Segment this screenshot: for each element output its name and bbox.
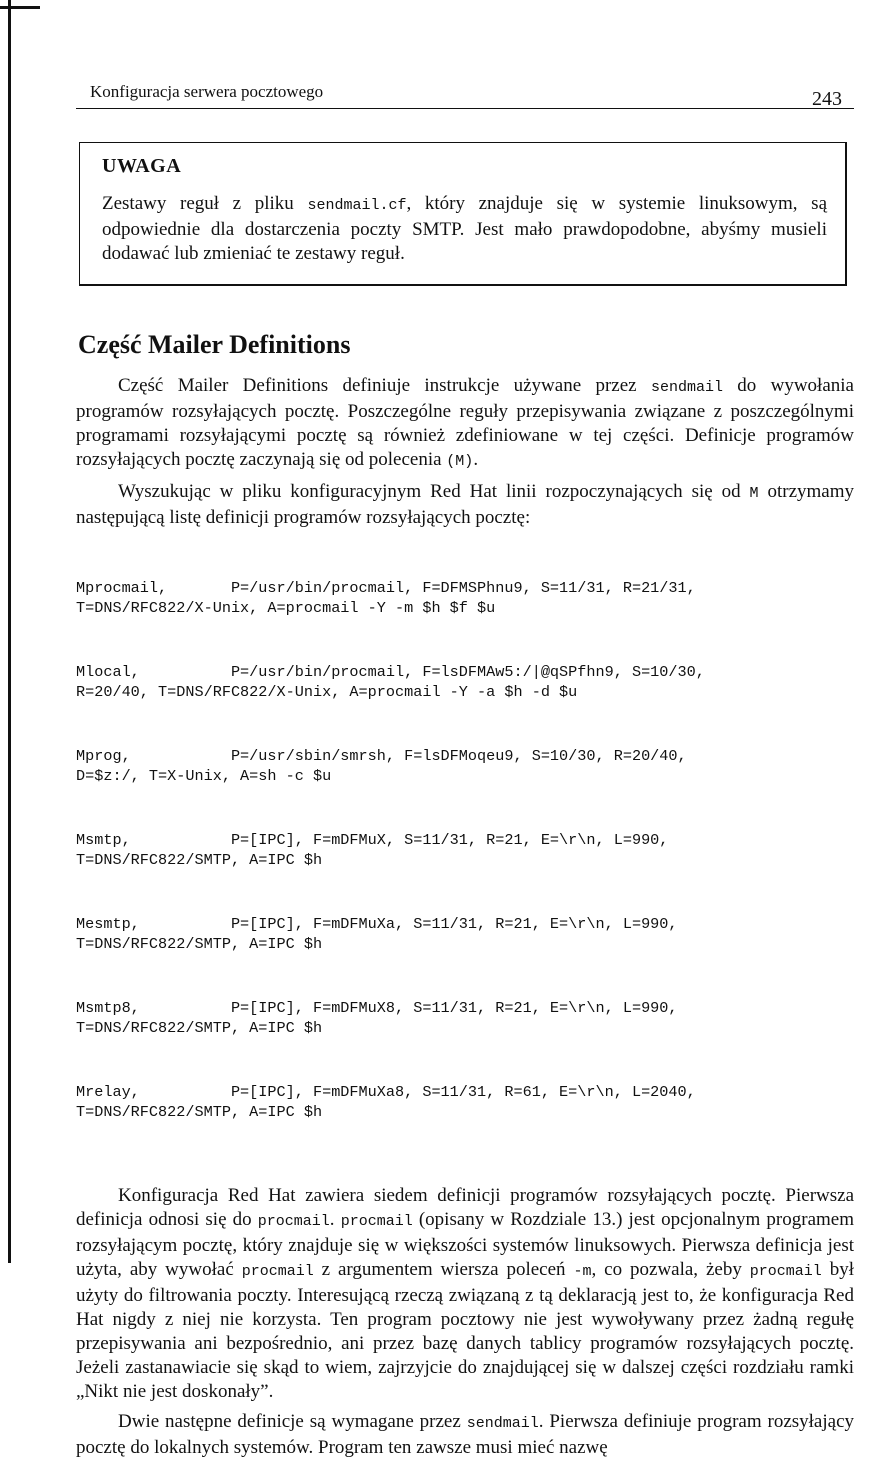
mailer-line-1: Msmtp8, P=[IPC], F=mDFMuX8, S=11/31, R=21, E=\r\n, L=990, [76,999,678,1017]
crop-mark-horizontal [0,6,40,9]
mailer-line-2: R=20/40, T=DNS/RFC822/X-Unix, A=procmail -Y -a $h -d $u [76,683,578,701]
running-head [76,78,854,109]
mailer-entry [76,1082,854,1122]
note-text-a: Zestawy reguł z pliku [102,193,308,214]
mailer-line-2: T=DNS/RFC822/SMTP, A=IPC $h [76,935,323,953]
para3-text-d: z argumentem wiersza poleceń [313,1259,574,1280]
para3-code-5: procmail [749,1263,822,1280]
crop-mark-vertical [8,0,11,1263]
para1-code: sendmail [650,379,723,396]
section-heading: Część Mailer Definitions [78,330,351,359]
mailer-line-1: Mprocmail, P=/usr/bin/procmail, F=DFMSPhnu9, S=11/31, R=21/31, [76,579,696,597]
running-head-title: Konfiguracja serwera pocztowego [90,82,324,101]
para2-code: M [749,485,759,502]
mailer-line-2: T=DNS/RFC822/X-Unix, A=procmail -Y -m $h $f $u [76,599,496,617]
mailer-line-1: Mesmtp, P=[IPC], F=mDFMuXa, S=11/31, R=21, E=\r\n, L=990, [76,915,678,933]
note-text [102,192,827,266]
para3-code-2: procmail [340,1213,413,1230]
note-text-b: , który znajduje się w systemie linuksowym, są odpowiednie dla dostarczenia poczty SMTP. Jest mało prawdopodobne, abyśmy musieli dodawać lub zmieniać te zestawy reguł. [102,193,827,264]
para2-text-a: Wyszukując w pliku konfiguracyjnym Red Hat linii rozpoczynających się od [118,481,750,502]
para3-text-f: był użyty do filtrowania poczty. Interesującą rzeczą związaną z tą deklaracją jest to, że konfiguracja Red Hat nigdy z niej nie korzysta. Ten program pocztowy nie jest wywoływany przez żadną regułę przepisywania ani bezpośrednio, ani przez bazę danych tablicy programów rozsyłających pocztę. Jeżeli zastanawiacie się skąd to wiem, zajrzyjcie do znajdującej się w dalszej części rozdziału ramki „Nikt nie jest doskonały”. [76,1259,854,1402]
para1-text-c: . [473,449,479,470]
mailer-entry [76,998,854,1038]
mailer-entry [76,914,854,954]
note-title: UWAGA [102,155,182,177]
para4-code: sendmail [466,1415,539,1432]
mailer-entry [76,746,854,786]
para3-text-b: . [329,1209,341,1230]
mailer-line-1: Msmtp, P=[IPC], F=mDFMuX, S=11/31, R=21, E=\r\n, L=990, [76,831,669,849]
mailer-line-1: Mrelay, P=[IPC], F=mDFMuXa8, S=11/31, R=61, E=\r\n, L=2040, [76,1083,696,1101]
para1-code2: (M) [446,453,474,470]
paragraph-4 [76,1410,854,1460]
note-box [79,142,847,286]
para1-text-a: Część Mailer Definitions definiuje instrukcje używane przez [118,375,651,396]
para2-text-b: otrzymamy następującą listę definicji programów rozsyłających pocztę: [76,481,854,528]
paragraph-2 [76,480,854,530]
para4-text-a: Dwie następne definicje są wymagane przez [118,1411,467,1432]
mailer-line-2: T=DNS/RFC822/SMTP, A=IPC $h [76,851,323,869]
paragraph-3 [76,1184,854,1404]
note-code: sendmail.cf [307,197,407,214]
para3-code-3: procmail [241,1263,314,1280]
mailer-line-1: Mprog, P=/usr/sbin/smrsh, F=lsDFMoqeu9, S=10/30, R=20/40, [76,747,687,765]
mailer-line-2: T=DNS/RFC822/SMTP, A=IPC $h [76,1019,323,1037]
mailer-definitions-listing [76,538,854,1166]
mailer-entry [76,830,854,870]
mailer-entry [76,578,854,618]
mailer-entry [76,662,854,702]
para3-text-a: Konfiguracja Red Hat zawiera siedem definicji programów rozsyłających pocztę. Pierwsza definicja odnosi się do [76,1185,854,1230]
para3-code-1: procmail [257,1213,330,1230]
para4-text-b: . Pierwsza definiuje program rozsyłający pocztę do lokalnych systemów. Program ten zawsze musi mieć nazwę [76,1411,855,1458]
paragraph-1 [76,374,854,474]
para3-code-4: -m [573,1263,592,1280]
document-page [76,78,854,1460]
para3-text-c: (opisany w Rozdziale 13.) jest opcjonalnym programem rozsyłającym pocztę, który znajduje się w większości systemów linuksowych. Pierwsza definicja jest użyta, aby wywołać [76,1209,854,1280]
para3-text-e: , co pozwala, żeby [591,1259,750,1280]
mailer-line-2: D=$z:/, T=X-Unix, A=sh -c $u [76,767,332,785]
mailer-line-2: T=DNS/RFC822/SMTP, A=IPC $h [76,1103,323,1121]
para1-text-b: do wywołania programów rozsyłających pocztę. Poszczególne reguły przepisywania związane z poszczególnymi programami rozsyłającymi pocztę są również zdefiniowane w tej części. Definicje programów rozsyłających pocztę zaczynają się od polecenia [76,375,854,470]
page-number: 243 [812,88,842,110]
mailer-line-1: Mlocal, P=/usr/bin/procmail, F=lsDFMAw5:/|@qSPfhn9, S=10/30, [76,663,705,681]
